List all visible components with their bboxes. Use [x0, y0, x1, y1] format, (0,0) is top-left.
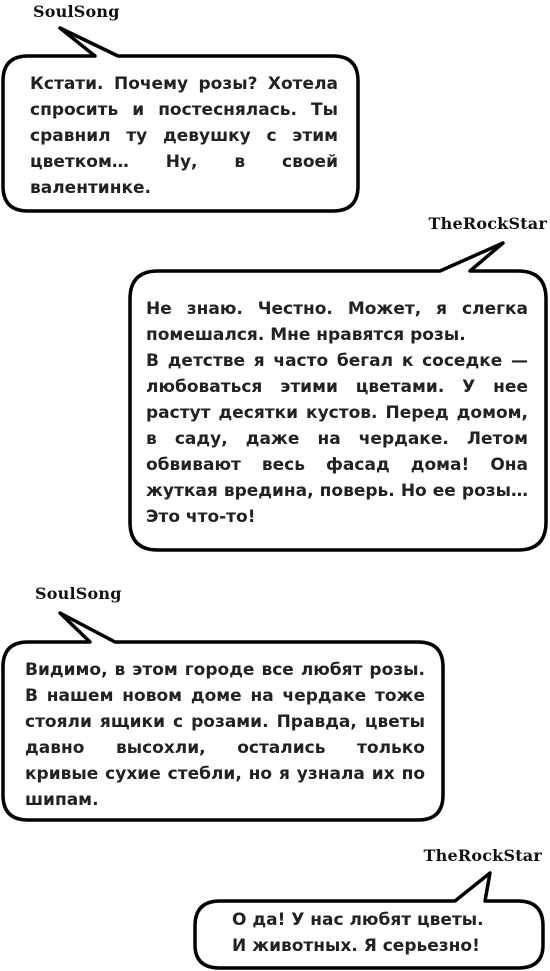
message-line: Кстати. Почему розы? Хотела спросить и постеснялась. Ты сравнил ту девушку с этим цветком… Ну, в своей валентинке. — [30, 74, 338, 198]
message-line: В детстве я часто бегал к соседке — любоваться этими цветами. У нее растут десятки кустов. Перед домом, в саду, даже на чердаке. Летом обвивают весь фасад дома! Она жуткая вредина, поверь. Но ее розы… Это что-то! — [146, 351, 528, 527]
message-text-2 — [146, 296, 528, 530]
message-line: О да! У нас любят цветы. — [232, 910, 484, 930]
author-name-4: TheRockStar — [423, 846, 542, 865]
author-name-3: SoulSong — [35, 584, 122, 603]
author-name-2: TheRockStar — [428, 214, 547, 233]
message-line: Видимо, в этом городе все любят розы. В нашем новом доме на чердаке тоже стояли ящики с розами. Правда, цветы давно высохли, остались только кривые сухие стебли, но я узнала их по шипам. — [25, 660, 425, 810]
message-line: И животных. Я серьезно! — [232, 936, 480, 956]
message-text-3 — [25, 657, 425, 813]
message-text-4 — [232, 907, 532, 959]
author-name-1: SoulSong — [33, 2, 120, 21]
message-line: Не знаю. Честно. Может, я слегка помешался. Мне нравятся розы. — [146, 299, 528, 345]
message-text-1 — [30, 71, 338, 201]
